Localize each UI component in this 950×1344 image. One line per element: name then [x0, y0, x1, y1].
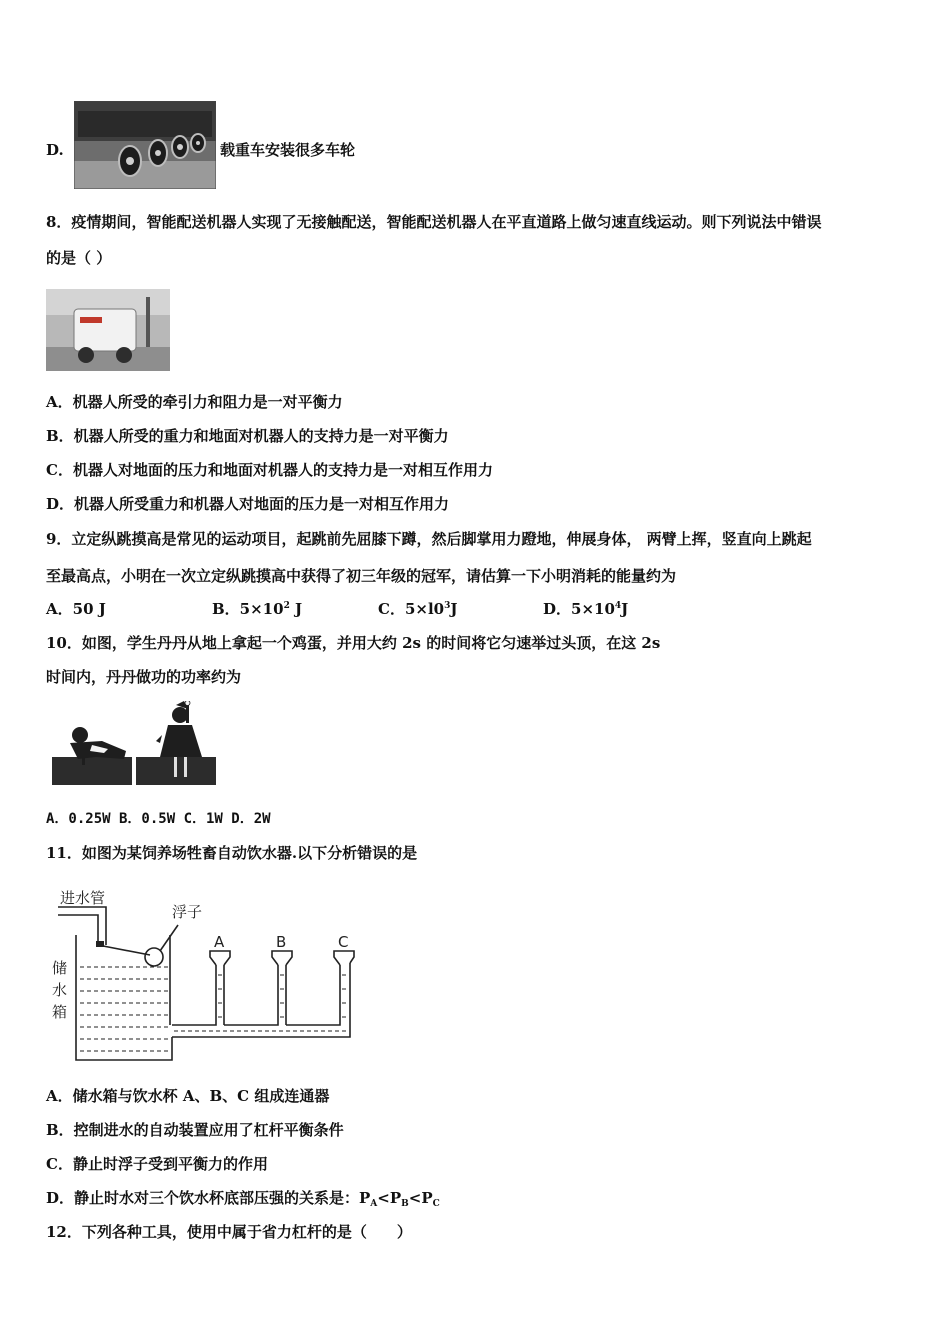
q10-stem-line1: 10．如图，学生丹丹从地上拿起一个鸡蛋，并用大约 2s 的时间将它匀速举过头顶，在这 2s — [46, 634, 661, 652]
q9-option-d: D．$5\times 10^4J$ — [543, 600, 629, 618]
float-label: 浮子 — [172, 903, 203, 921]
tank-label-3: 箱 — [52, 1003, 68, 1021]
delivery-robot-photo — [46, 289, 170, 371]
q8-stem-line2: 的是（ ） — [46, 249, 112, 267]
q11-option-d: D．静止时水对三个饮水杯底部压强的关系是：$P_A<P_B<P_C$ — [46, 1189, 440, 1209]
egg-lifting-illustration — [52, 701, 216, 785]
q11-option-a: A．储水箱与饮水杯 A、B、C 组成连通器 — [46, 1087, 330, 1105]
q8-option-d: D．机器人所受重力和机器人对地面的压力是一对相互作用力 — [46, 495, 450, 513]
tank-label-1: 储 — [52, 959, 68, 977]
q9-stem-line2: 至最高点，小明在一次立定纵跳摸高中获得了初三年级的冠军，请估算一下小明消耗的能量约为 — [46, 567, 677, 585]
q10-stem-line2: 时间内，丹丹做功的功率约为 — [46, 668, 242, 686]
q7-option-d-text: 载重车安装很多车轮 — [220, 141, 356, 159]
truck-photo — [74, 101, 216, 189]
q11-option-b: B．控制进水的自动装置应用了杠杆平衡条件 — [46, 1121, 344, 1139]
q8-option-b: B．机器人所受的重力和地面对机器人的支持力是一对平衡力 — [46, 427, 449, 445]
q9-option-b: B．$5\times 10^2$ J — [212, 600, 303, 618]
cup-a-label: A — [214, 933, 225, 951]
q7-option-d-letter: D. — [46, 141, 64, 159]
automatic-waterer-diagram — [50, 885, 360, 1063]
cup-b-label: B — [276, 933, 287, 951]
inlet-pipe-label: 进水管 — [60, 889, 106, 907]
cup-c-label: C — [338, 933, 349, 951]
tank-label-2: 水 — [52, 981, 68, 999]
q8-option-c: C．机器人对地面的压力和地面对机器人的支持力是一对相互作用力 — [46, 461, 493, 479]
q12-stem: 12．下列各种工具，使用中属于省力杠杆的是（ ） — [46, 1223, 412, 1241]
q9-option-a: A．50 J — [46, 600, 106, 618]
q8-option-a: A．机器人所受的牵引力和阻力是一对平衡力 — [46, 393, 343, 411]
q9-option-c: C．$5\times l0^3J$ — [378, 600, 458, 618]
q11-option-c: C．静止时浮子受到平衡力的作用 — [46, 1155, 268, 1173]
q10-options: A．0.25W B．0.5W C．1W D．2W — [46, 811, 271, 827]
q9-stem-line1: 9．立定纵跳摸高是常见的运动项目，起跳前先屈膝下蹲，然后脚掌用力蹬地，伸展身体， 两臂上挥，竖直向上跳起 — [46, 530, 812, 548]
q11-stem: 11．如图为某饲养场牲畜自动饮水器.以下分析错误的是 — [46, 844, 418, 862]
q8-stem-line1: 8．疫情期间，智能配送机器人实现了无接触配送，智能配送机器人在平直道路上做匀速直线运动。则下列说法中错误 — [46, 213, 822, 231]
